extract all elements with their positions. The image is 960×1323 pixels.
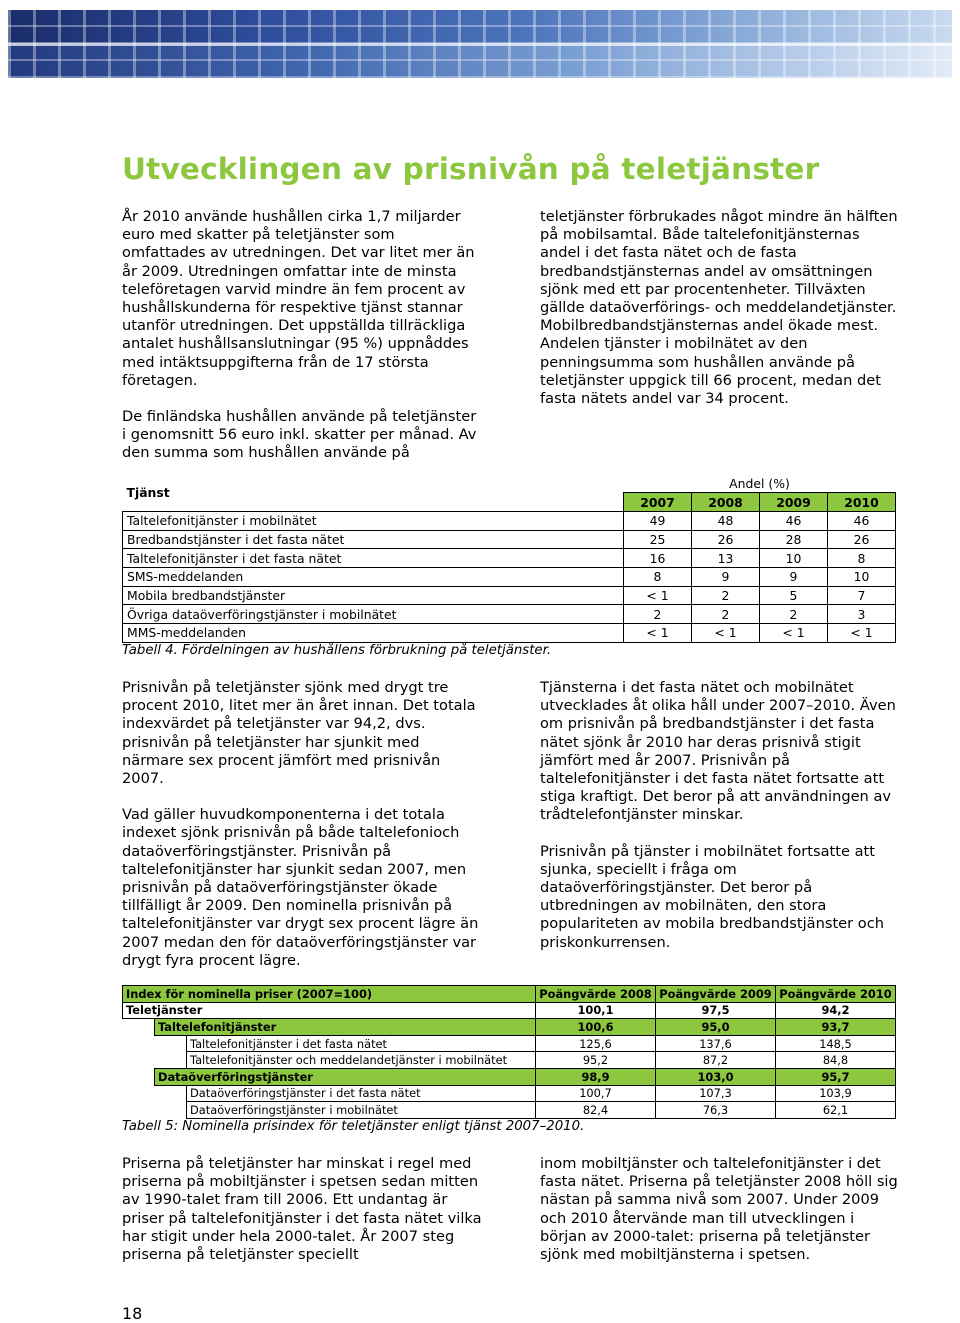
- table-row: [123, 549, 896, 568]
- row-label: Taltelefonitjänster i mobilnätet: [123, 511, 624, 530]
- cell: 148,5: [776, 1035, 896, 1052]
- cell: 28: [760, 530, 828, 549]
- index-header: Index för nominella priser (2007=100): [123, 986, 536, 1003]
- paragraph: teletjänster förbrukades något mindre än hälften på mobilsamtal. Både taltelefonitjänsternas andel i det fasta nätet och de fasta bredbandstjänsternas andel av omsättningen sjönk med ett par procentenheter. Tillväxten gällde dataöverförings- och meddelandetjänster. Mobilbredbandstjänsternas andel ökade mest. Andelen tjänster i mobilnätet av den penningsumma som hushållen använde på teletjänster uppgick till 66 procent, medan det fasta nätets andel var 34 procent.: [540, 208, 898, 408]
- text-column-5: [122, 1155, 482, 1264]
- header-banner: [8, 10, 952, 78]
- table-row: [123, 1052, 896, 1069]
- text-column-2: [540, 208, 900, 408]
- cell: 100,7: [536, 1085, 656, 1102]
- table-row: [123, 1002, 896, 1019]
- cell: 100,6: [536, 1019, 656, 1036]
- row-label: Teletjänster: [123, 1002, 536, 1019]
- year-header: 2008: [692, 493, 760, 512]
- cell: 46: [760, 511, 828, 530]
- cell: 2: [692, 605, 760, 624]
- row-label: Taltelefonitjänster i det fasta nätet: [187, 1035, 536, 1052]
- cell: 76,3: [656, 1102, 776, 1119]
- cell: 46: [828, 511, 896, 530]
- table-row: [123, 1085, 896, 1102]
- paragraph: Vad gäller huvudkomponenterna i det totala indexet sjönk prisnivån på både taltelefonioch dataöverföringstjänster. Prisnivån på taltelefonitjänster har sjunkit sedan 2007, men prisnivån på dataöverföringstjänster ökade tillfälligt år 2009. Den nominella prisnivån på taltelefonitjänster var drygt sex procent lägre än 2007 medan den för dataöverföringstjänster var drygt fyra procent lägre.: [122, 806, 479, 969]
- paragraph: inom mobiltjänster och taltelefonitjänster i det fasta nätet. Priserna på teletjänster 2008 höll sig nästan på samma nivå som 2007. Under 2009 och 2010 återvände man till utvecklingen i början av 2000-talet: priserna på teletjänster sjönk med mobiltjänsterna i spetsen.: [540, 1155, 898, 1264]
- cell: 7: [828, 586, 896, 605]
- cell: 103,9: [776, 1085, 896, 1102]
- paragraph: År 2010 använde hushållen cirka 1,7 miljarder euro med skatter på teletjänster som omfattades av utredningen. Det var litet mer än år 2009. Utredningen omfattar inte de minsta teleföretagen varvid mindre än fem procent av hushållskunderna för respektive tjänst stannar utanför utredningen. Det uppställda tillräckliga antalet hushållsanslutningar (95 %) uppnåddes med intäktsuppgifterna från de 17 största företagen.: [122, 208, 475, 389]
- table-row: [123, 586, 896, 605]
- table-4-caption: Tabell 4. Fördelningen av hushållens förbrukning på teletjänster.: [122, 643, 552, 658]
- table-row: [123, 1102, 896, 1119]
- banner-divider: [8, 43, 952, 46]
- row-label: Taltelefonitjänster: [155, 1019, 536, 1036]
- column-header: Poängvärde 2008: [536, 986, 656, 1003]
- cell: 98,9: [536, 1068, 656, 1085]
- row-label: Taltelefonitjänster i det fasta nätet: [123, 549, 624, 568]
- row-label: Mobila bredbandstjänster: [123, 586, 624, 605]
- cell: 8: [624, 567, 692, 586]
- cell: 26: [828, 530, 896, 549]
- cell: 49: [624, 511, 692, 530]
- cell: 95,2: [536, 1052, 656, 1069]
- row-label: MMS-meddelanden: [123, 624, 624, 643]
- group-header: Andel (%): [729, 475, 790, 491]
- paragraph: Prisnivån på teletjänster sjönk med drygt tre procent 2010, litet mer än året innan. Det totala indexvärdet på teletjänster var 94,2, dvs. prisnivån på teletjänster har sjunkit med närmare sex procent jämfört med prisnivån 2007.: [122, 679, 476, 788]
- paragraph: Prisnivån på tjänster i mobilnätet fortsatte att sjunka, speciellt i fråga om dataöverföringstjänster. Det beror på utbredningen av mobilnäten, den stora populariteten av mobila bredbandstjänster och priskonkurrensen.: [540, 842, 884, 951]
- paragraph: De finländska hushållen använde på teletjänster i genomsnitt 56 euro inkl. skatter per månad. Av den summa som hushållen använde på: [122, 408, 477, 462]
- cell: 10: [828, 567, 896, 586]
- cell: 94,2: [776, 1002, 896, 1019]
- cell: 125,6: [536, 1035, 656, 1052]
- cell: 95,0: [656, 1019, 776, 1036]
- cell: 48: [692, 511, 760, 530]
- cell: 107,3: [656, 1085, 776, 1102]
- column-header: Poängvärde 2009: [656, 986, 776, 1003]
- text-column-1: [122, 208, 482, 463]
- text-column-6: [540, 1155, 900, 1264]
- cell: < 1: [624, 624, 692, 643]
- row-label: SMS-meddelanden: [123, 567, 624, 586]
- row-label: Taltelefonitjänster och meddelandetjänster i mobilnätet: [187, 1052, 536, 1069]
- table-4: [122, 474, 896, 643]
- cell: 5: [760, 586, 828, 605]
- row-label: Dataöverföringstjänster: [155, 1068, 536, 1085]
- paragraph: Priserna på teletjänster har minskat i regel med priserna på mobiltjänster i spetsen sedan mitten av 1990-talet fram till 2006. Ett undantag är priser på taltelefonitjänster i det fasta nätet vilka har stigit under hela 2000-talet. År 2007 steg priserna på teletjänster speciellt: [122, 1155, 482, 1264]
- cell: < 1: [828, 624, 896, 643]
- cell: 3: [828, 605, 896, 624]
- cell: 93,7: [776, 1019, 896, 1036]
- table-5: [122, 985, 896, 1119]
- cell: 137,6: [656, 1035, 776, 1052]
- service-header: Tjänst: [126, 484, 170, 500]
- column-header: Poängvärde 2010: [776, 986, 896, 1003]
- cell: 16: [624, 549, 692, 568]
- cell: 2: [692, 586, 760, 605]
- text-column-3: [122, 679, 482, 970]
- cell: 2: [624, 605, 692, 624]
- row-label: Övriga dataöverföringstjänster i mobilnätet: [123, 605, 624, 624]
- page-title: Utvecklingen av prisnivån på teletjänster: [122, 152, 820, 186]
- year-header: 2010: [828, 493, 896, 512]
- table-row: [123, 605, 896, 624]
- row-label: Dataöverföringstjänster i det fasta nätet: [187, 1085, 536, 1102]
- cell: 82,4: [536, 1102, 656, 1119]
- cell: < 1: [760, 624, 828, 643]
- cell: 87,2: [656, 1052, 776, 1069]
- row-label: Bredbandstjänster i det fasta nätet: [123, 530, 624, 549]
- row-label: Dataöverföringstjänster i mobilnätet: [187, 1102, 536, 1119]
- cell: 84,8: [776, 1052, 896, 1069]
- year-header: 2007: [624, 493, 692, 512]
- table-row: [123, 567, 896, 586]
- table-row: [123, 1019, 896, 1036]
- table-row: [123, 1068, 896, 1085]
- table-row: [123, 624, 896, 643]
- cell: < 1: [624, 586, 692, 605]
- cell: 9: [760, 567, 828, 586]
- cell: 8: [828, 549, 896, 568]
- cell: 9: [692, 567, 760, 586]
- cell: 10: [760, 549, 828, 568]
- table-header-row: [123, 986, 896, 1003]
- cell: 100,1: [536, 1002, 656, 1019]
- table-5-caption: Tabell 5: Nominella prisindex för teletjänster enligt tjänst 2007–2010.: [122, 1119, 585, 1134]
- table-row: [123, 530, 896, 549]
- cell: 95,7: [776, 1068, 896, 1085]
- cell: 103,0: [656, 1068, 776, 1085]
- cell: 13: [692, 549, 760, 568]
- text-column-4: [540, 679, 900, 952]
- table-row: [123, 1035, 896, 1052]
- cell: 62,1: [776, 1102, 896, 1119]
- year-header: 2009: [760, 493, 828, 512]
- cell: 97,5: [656, 1002, 776, 1019]
- table-row: [123, 511, 896, 530]
- table-header-row: [123, 474, 896, 493]
- cell: 26: [692, 530, 760, 549]
- paragraph: Tjänsterna i det fasta nätet och mobilnätet utvecklades åt olika håll under 2007–2010. Även om prisnivån på bredbandstjänster i det fasta nätet sjönk år 2010 har deras prisnivå stigit jämfört med år 2007. Prisnivån på taltelefonitjänster i det fasta nätet fortsatte att stiga kraftigt. Det beror på att användningen av trådtelefontjänster minskar.: [540, 679, 896, 824]
- cell: < 1: [692, 624, 760, 643]
- cell: 2: [760, 605, 828, 624]
- page-number: 18: [122, 1304, 143, 1323]
- cell: 25: [624, 530, 692, 549]
